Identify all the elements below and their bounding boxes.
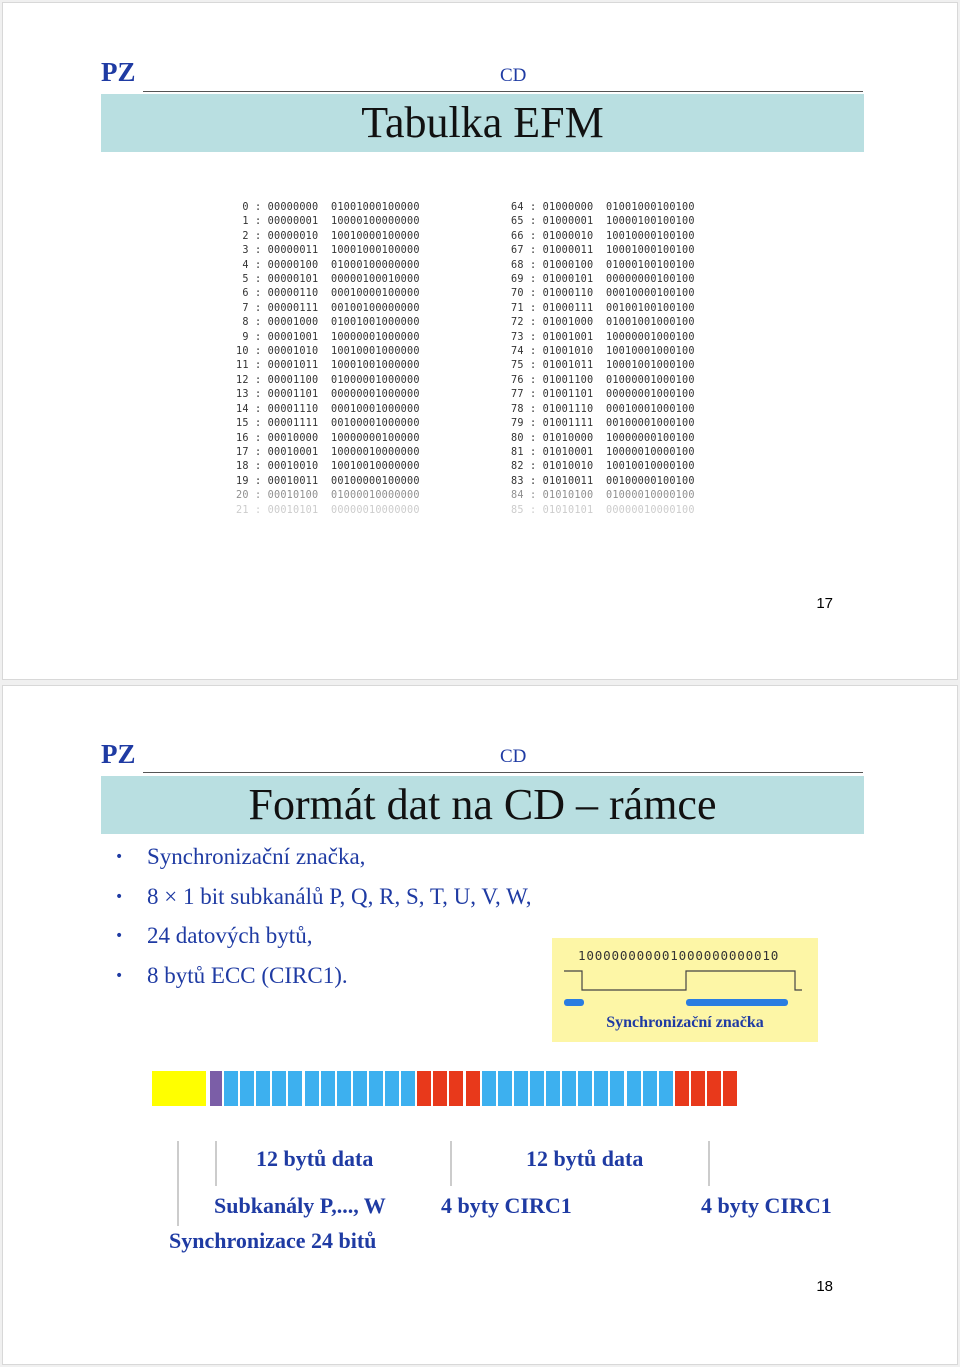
frame-brackets	[3, 686, 957, 1366]
sync-bit-pattern: 100000000001000000000010	[578, 948, 780, 963]
sync-mark-label: Synchronizační značka	[606, 1014, 764, 1031]
slide-efm-table	[2, 2, 958, 680]
page-number: 18	[816, 1278, 833, 1295]
efm-table-row: 78 : 01001110 00010001000100	[511, 403, 695, 415]
efm-table-row: 83 : 01010011 00100000100100	[511, 475, 695, 487]
efm-table-row: 14 : 00001110 00010001000000	[236, 403, 420, 415]
efm-table-row: 67 : 01000011 10001000100100	[511, 245, 695, 257]
label-data-1: 12 bytů data	[256, 1146, 374, 1171]
efm-table-row: 15 : 00001111 00100001000000	[236, 418, 420, 430]
efm-table-row: 5 : 00000101 00000100010000	[236, 274, 420, 286]
slide-cd-frame-format	[2, 685, 958, 1365]
header-logo-pz: PZ	[101, 739, 136, 769]
efm-table-row: 71 : 01000111 00100100100100	[511, 302, 695, 314]
header-logo-pz: PZ	[101, 57, 136, 87]
page-number: 17	[816, 595, 833, 612]
label-subchannels: Subkanály P,..., W	[214, 1193, 386, 1218]
efm-table-row: 65 : 01000001 10000100100100	[511, 216, 695, 228]
efm-table-row: 82 : 01010010 10010010000100	[511, 461, 695, 473]
efm-table-row: 11 : 00001011 10001001000000	[236, 360, 420, 372]
efm-table-row: 77 : 01001101 00000001000100	[511, 389, 695, 401]
bullet-item: • 8 bytů ECC (CIRC1).	[115, 962, 348, 988]
efm-table-row: 70 : 01000110 00010000100100	[511, 288, 695, 300]
label-sync-24-bits: Synchronizace 24 bitů	[169, 1228, 377, 1253]
slide-title: Formát dat na CD – rámce	[101, 776, 864, 834]
efm-table-row: 85 : 01010101 00000010000100	[511, 504, 695, 516]
efm-table-row: 68 : 01000100 01000100100100	[511, 259, 695, 271]
efm-table-row: 76 : 01001100 01000001000100	[511, 374, 695, 386]
label-data-2: 12 bytů data	[526, 1146, 644, 1171]
bullet-icon: •	[115, 967, 124, 984]
header-section-cd: CD	[500, 746, 527, 767]
efm-table-row: 8 : 00001000 01001001000000	[236, 317, 420, 329]
efm-table-row: 64 : 01000000 01001000100100	[511, 202, 695, 213]
efm-table-row: 0 : 00000000 01001000100000	[236, 202, 420, 213]
efm-table-row: 84 : 01010100 01000010000100	[511, 490, 695, 502]
efm-table-row: 75 : 01001011 10001001000100	[511, 360, 695, 372]
efm-table-row: 16 : 00010000 10000000100000	[236, 432, 420, 444]
efm-table-row: 17 : 00010001 10000010000000	[236, 446, 420, 458]
slide-title: Tabulka EFM	[101, 94, 864, 152]
bullet-icon: •	[115, 849, 124, 865]
efm-table-row: 6 : 00000110 00010000100000	[236, 288, 420, 300]
efm-table-row: 18 : 00010010 10010010000000	[236, 461, 420, 473]
efm-table-row: 12 : 00001100 01000001000000	[236, 374, 420, 386]
bullet-icon: •	[115, 928, 124, 944]
efm-table-row: 81 : 01010001 10000010000100	[511, 446, 695, 458]
efm-table-row: 1 : 00000001 10000100000000	[236, 216, 420, 228]
efm-table-row: 66 : 01000010 10010000100100	[511, 230, 695, 242]
label-circ1-b: 4 byty CIRC1	[701, 1193, 832, 1218]
bullet-item: • 8 × 1 bit subkanálů P, Q, R, S, T, U, V, W,	[115, 883, 532, 909]
efm-table-row: 13 : 00001101 00000001000000	[236, 389, 420, 401]
efm-table-row: 73 : 01001001 10000001000100	[511, 331, 695, 343]
header-rule	[143, 91, 863, 92]
efm-table-row: 74 : 01001010 10010001000100	[511, 346, 695, 358]
efm-table-row: 80 : 01010000 10000000100100	[511, 432, 695, 444]
efm-table-right	[511, 201, 695, 518]
header-section-cd: CD	[500, 65, 527, 86]
efm-table-row: 3 : 00000011 10001000100000	[236, 245, 420, 257]
label-circ1-a: 4 byty CIRC1	[441, 1193, 572, 1218]
bullet-item: • 24 datových bytů,	[115, 923, 313, 948]
efm-table-left	[236, 201, 420, 518]
bullet-item: • Synchronizační značka,	[115, 844, 366, 869]
efm-table-row: 20 : 00010100 01000010000000	[236, 490, 420, 502]
efm-table-row: 10 : 00001010 10010001000000	[236, 346, 420, 358]
efm-table-row: 72 : 01001000 01001001000100	[511, 317, 695, 329]
efm-table-row: 69 : 01000101 00000000100100	[511, 274, 695, 286]
bullet-icon: •	[115, 888, 124, 905]
efm-table-row: 19 : 00010011 00100000100000	[236, 475, 420, 487]
efm-table-row: 7 : 00000111 00100100000000	[236, 302, 420, 314]
efm-table-row: 9 : 00001001 10000001000000	[236, 331, 420, 343]
efm-table-row: 2 : 00000010 10010000100000	[236, 230, 420, 242]
efm-table-row: 79 : 01001111 00100001000100	[511, 418, 695, 430]
efm-table-row: 21 : 00010101 00000010000000	[236, 504, 420, 516]
efm-table-row: 4 : 00000100 01000100000000	[236, 259, 420, 271]
